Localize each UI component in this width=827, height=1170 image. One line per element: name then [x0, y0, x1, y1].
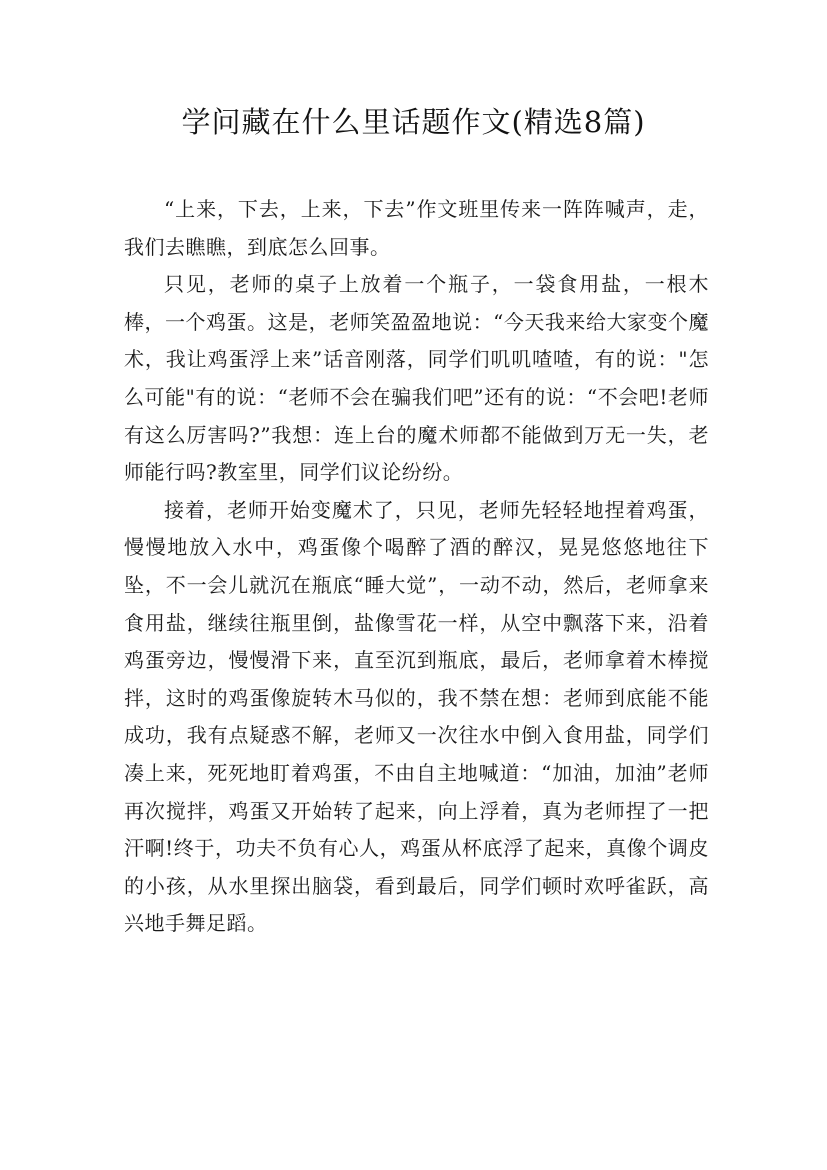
document-body: [124, 191, 709, 943]
document-title: 学问藏在什么里话题作文(精选8篇): [181, 105, 646, 139]
paragraph-3: 接着，老师开始变魔术了，只见，老师先轻轻地捏着鸡蛋，慢慢地放入水中，鸡蛋像个喝醉了酒的醉汉，晃晃悠悠地往下坠，不一会儿就沉在瓶底“睡大觉”，一动不动，然后，老师拿来食用盐，继续往瓶里倒，盐像雪花一样，从空中飘落下来，沿着鸡蛋旁边，慢慢滑下来，直至沉到瓶底，最后，老师拿着木棒搅拌，这时的鸡蛋像旋转木马似的，我不禁在想：老师到底能不能成功，我有点疑惑不解，老师又一次往水中倒入食用盐，同学们凑上来，死死地盯着鸡蛋，不由自主地喊道：“加油，加油”老师再次搅拌，鸡蛋又开始转了起来，向上浮着，真为老师捏了一把汗啊!终于，功夫不负有心人，鸡蛋从杯底浮了起来，真像个调皮的小孩，从水里探出脑袋，看到最后，同学们顿时欢呼雀跃，高兴地手舞足蹈。: [124, 497, 709, 936]
paragraph-2: 只见，老师的桌子上放着一个瓶子，一袋食用盐，一根木棒，一个鸡蛋。这是，老师笑盈盈地说：“今天我来给大家变个魔术，我让鸡蛋浮上来”话音刚落，同学们叽叽喳喳，有的说："怎么可能"有的说：“老师不会在骗我们吧”还有的说：“不会吧!老师有这么厉害吗?”我想：连上台的魔术师都不能做到万无一失，老师能行吗?教室里，同学们议论纷纷。: [124, 272, 709, 485]
paragraph-1: “上来，下去，上来，下去”作文班里传来一阵阵喊声，走，我们去瞧瞧，到底怎么回事。: [124, 197, 709, 259]
